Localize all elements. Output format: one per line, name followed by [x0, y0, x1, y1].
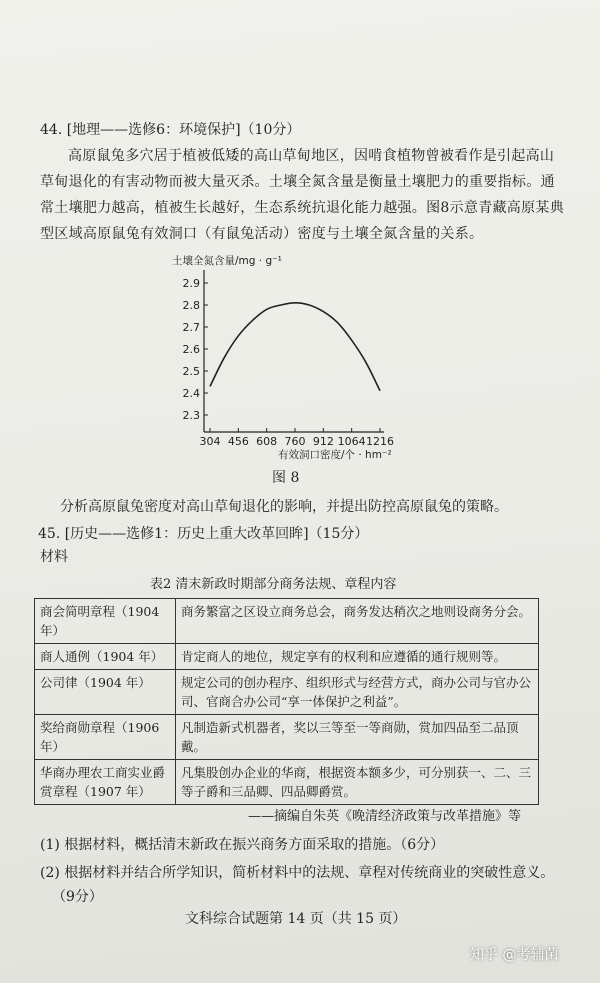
figure-8-chart — [170, 252, 410, 472]
y-tick-label: 2.9 — [182, 277, 200, 290]
table-cell-name: 商会简明章程（1904 年） — [35, 599, 176, 644]
q44-header: 44. [地理——选修6：环境保护]（10分） — [40, 122, 301, 138]
source-citation: ——摘编自朱英《晚清经济政策与改革措施》等 — [248, 809, 522, 824]
x-tick-label: 608 — [256, 435, 278, 448]
q44-paragraph: 高原鼠兔多穴居于植被低矮的高山草甸地区，因啃食植物曾被看作是引起高山草甸退化的有害动物而被大量灭杀。土壤全氮含量是衡量土壤肥力的重要指标。通常土壤肥力越高，植被生长越好，生态系统抗退化能力越强。图8示意青藏高原某典型区域高原鼠兔有效洞口（有鼠兔活动）密度与土壤全氮含量的关系。 — [40, 148, 565, 242]
y-tick-label: 2.4 — [182, 387, 200, 400]
chart-y-axis-label: 土壤全氮含量/mg · g⁻¹ — [172, 255, 282, 267]
x-tick-label: 304 — [199, 435, 221, 448]
table-row — [35, 760, 539, 805]
table-cell-name: 华商办理农工商实业爵赏章程（1907 年） — [35, 760, 176, 805]
chart-x-axis-label: 有效洞口密度/个 · hm⁻² — [278, 449, 392, 461]
x-tick-label: 760 — [284, 435, 306, 448]
table-cell-name: 奖给商勋章程（1906 年） — [35, 715, 176, 760]
table-cell-content: 凡制造新式机器者，奖以三等至一等商勋，赏加四品至二品顶戴。 — [176, 715, 539, 760]
regulations-table — [34, 598, 539, 805]
table-cell-name: 商人通例（1904 年） — [35, 644, 176, 670]
table-row — [35, 670, 539, 715]
x-tick-label: 1216 — [366, 435, 394, 448]
y-tick-label: 2.3 — [182, 409, 200, 422]
q45-header: 45. [历史——选修1：历史上重大改革回眸]（15分） — [38, 526, 369, 542]
y-tick-label: 2.6 — [182, 343, 200, 356]
table-cell-content: 商务繁富之区设立商务总会，商务发达稍次之地则设商务分会。 — [176, 599, 539, 644]
q45-sub1: (1) 根据材料，概括清末新政在振兴商务方面采取的措施。（6分） — [40, 837, 445, 853]
y-tick-label: 2.5 — [182, 365, 200, 378]
q44-question: 分析高原鼠兔密度对高山草甸退化的影响，并提出防控高原鼠兔的策略。 — [60, 499, 508, 515]
table-row — [35, 644, 539, 670]
x-tick-label: 912 — [312, 435, 334, 448]
material-label: 材料 — [40, 549, 68, 565]
table-cell-content: 规定公司的创办程序、组织形式与经营方式，商办公司与官办公司、官商合办公司“享一体保护之利益”。 — [176, 670, 539, 715]
table-row — [35, 715, 539, 760]
table-cell-content: 肯定商人的地位，规定享有的权利和应遵循的通行规则等。 — [176, 644, 539, 670]
q45-sub2-score: （9分） — [52, 889, 103, 905]
y-tick-label: 2.7 — [182, 321, 200, 334]
x-tick-label: 1064 — [337, 435, 366, 448]
x-tick-label: 456 — [227, 435, 249, 448]
table-row — [35, 599, 539, 644]
table-title: 表2 清末新政时期部分商务法规、章程内容 — [150, 577, 397, 592]
figure-caption: 图 8 — [272, 470, 300, 486]
table-cell-name: 公司律（1904 年） — [35, 670, 176, 715]
page-footer: 文科综合试题第 14 页（共 15 页） — [185, 911, 407, 927]
table-cell-content: 凡集股创办企业的华商，根据资本额多少，可分别获一、二、三等子爵和三品卿、四品卿爵赏。 — [176, 760, 539, 805]
q45-sub2: (2) 根据材料并结合所学知识，简析材料中的法规、章程对传统商业的突破性意义。 — [40, 865, 555, 881]
chart-series-line — [210, 303, 380, 391]
watermark: 知乎 @考辅菌 — [470, 947, 559, 963]
y-tick-label: 2.8 — [182, 299, 200, 312]
